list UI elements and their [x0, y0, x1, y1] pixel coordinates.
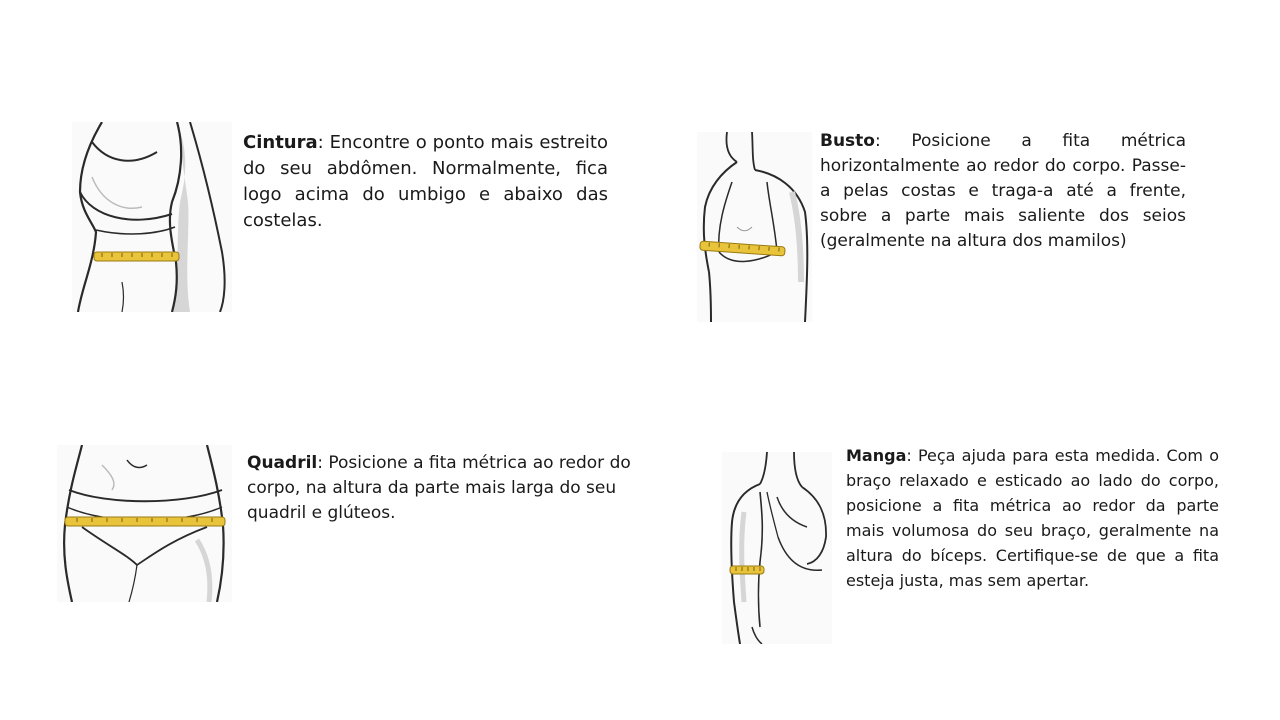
- sleeve-measure-illustration: [722, 452, 832, 644]
- cintura-title: Cintura: [243, 132, 318, 153]
- busto-title: Busto: [820, 131, 875, 151]
- busto-text: Posicione a fita métrica horizontalmente ao redor do corpo. Passe-a pelas costas e traga-a até a frente, sobre a parte mais saliente dos seios (geralmente na altura dos mamilos): [820, 131, 1186, 251]
- busto-separator: :: [874, 131, 912, 151]
- busto-description: [820, 129, 1186, 254]
- quadril-title: Quadril: [247, 453, 318, 473]
- cintura-separator: :: [317, 132, 330, 153]
- quadril-description: [247, 451, 657, 526]
- manga-separator: :: [906, 446, 918, 465]
- bust-measure-illustration: [697, 132, 812, 322]
- manga-text: Peça ajuda para esta medida. Com o braço relaxado e esticado ao lado do corpo, posicione a fita métrica ao redor da parte mais volumosa do seu braço, geralmente na altura do bíceps. Certifique-se de que a fita esteja justa, mas sem apertar.: [846, 446, 1220, 590]
- waist-measure-illustration: [72, 122, 232, 312]
- quadril-separator: :: [317, 453, 329, 473]
- quadril-text: Posicione a fita métrica ao redor do corpo, na altura da parte mais larga do seu quadril e glúteos.: [247, 453, 631, 523]
- cintura-text: Encontre o ponto mais estreito do seu abdômen. Normalmente, fica logo acima do umbigo e abaixo das costelas.: [243, 132, 608, 231]
- manga-title: Manga: [846, 446, 907, 465]
- manga-description: [846, 443, 1219, 593]
- cintura-description: [243, 130, 608, 234]
- hip-measure-illustration: [57, 445, 232, 602]
